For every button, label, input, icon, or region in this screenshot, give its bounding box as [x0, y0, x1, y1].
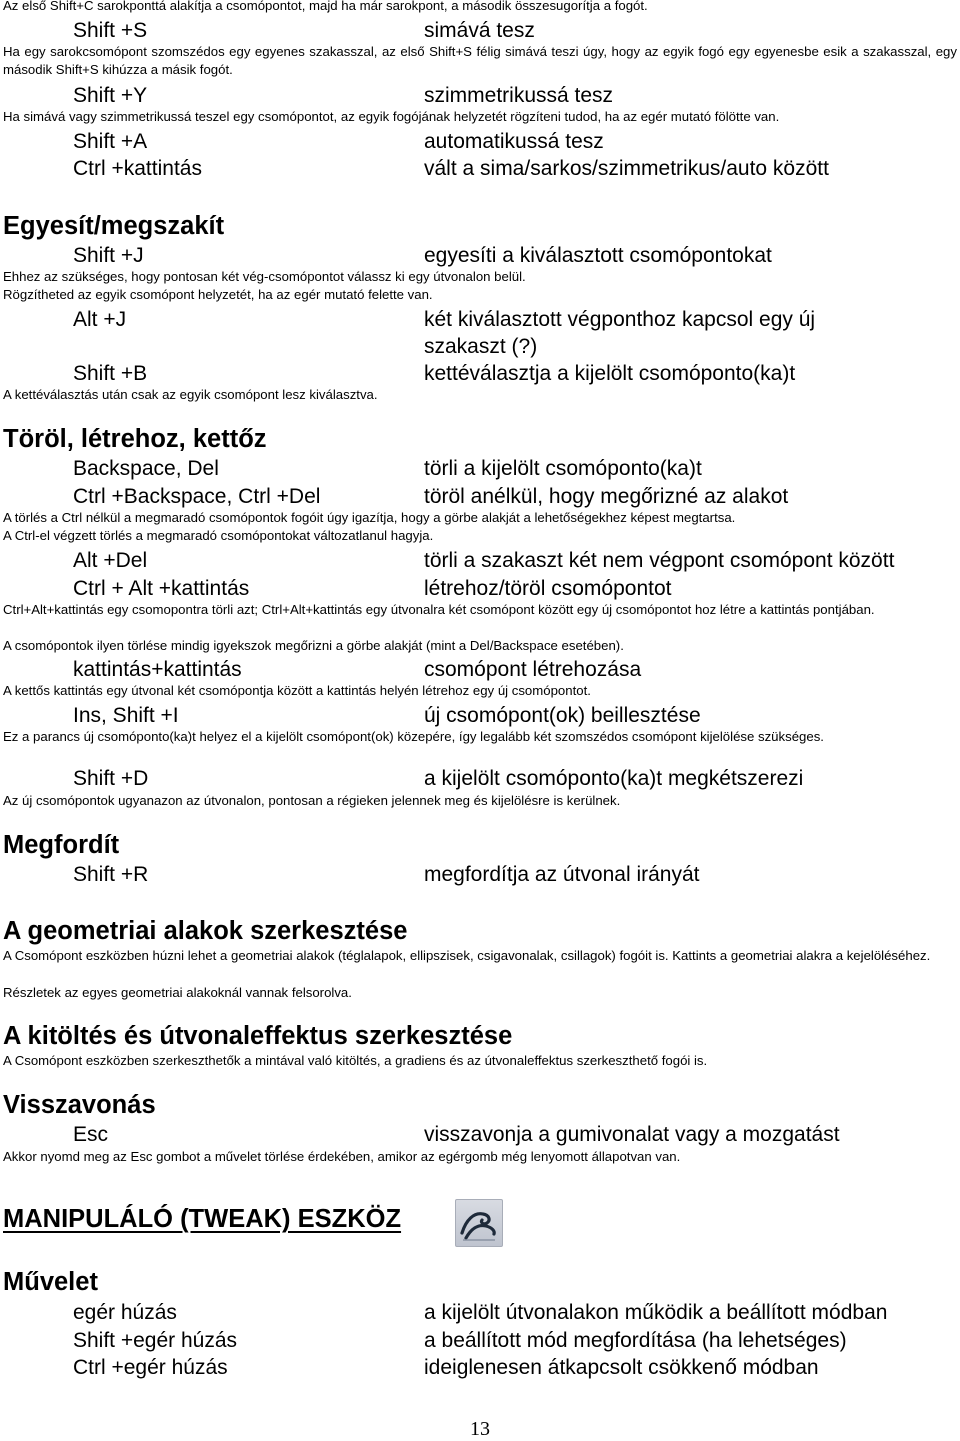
shortcut-key: Shift +egér húzás: [73, 1329, 238, 1352]
shortcut-key: Ctrl + Alt +kattintás: [73, 577, 250, 600]
shortcut-key: Ins, Shift +I: [73, 704, 179, 727]
section-heading: A geometriai alakok szerkesztése: [3, 917, 408, 945]
section-heading: Egyesít/megszakít: [3, 212, 225, 240]
section-heading: Megfordít: [3, 831, 120, 859]
shortcut-description: a kijelölt útvonalakon működik a beállított módban: [424, 1301, 888, 1324]
shortcut-description: vált a sima/sarkos/szimmetrikus/auto között: [424, 157, 829, 180]
shortcut-description: a kijelölt csomóponto(ka)t megkétszerezi: [424, 767, 804, 790]
shortcut-key: Alt +J: [73, 308, 127, 331]
shortcut-key: Shift +S: [73, 19, 148, 42]
shortcut-key: Ctrl +kattintás: [73, 157, 202, 180]
section-heading: Visszavonás: [3, 1091, 156, 1119]
shortcut-key: Shift +J: [73, 244, 144, 267]
paragraph: Ha simává vagy szimmetrikussá teszel egy csomópontot, az egyik fogójának helyzetét rögzíteni tudod, ha az egér mutató fölötte van.: [3, 109, 780, 124]
shortcut-key: Shift +B: [73, 362, 148, 385]
paragraph: A kettős kattintás egy útvonal két csomópontja között a kattintás helyén létrehoz egy új csomópontot.: [3, 683, 591, 698]
shortcut-description: ideiglenesen átkapcsolt csökkenő módban: [424, 1356, 819, 1379]
paragraph: A Csomópont eszközben húzni lehet a geometriai alakok (téglalapok, ellipszisek, csigavonalak, csillagok) fogóit is. Kattints a geometriai alakra a kejelöléséhez.: [3, 948, 931, 963]
shortcut-description: két kiválasztott végponthoz kapcsol egy új szakaszt (?): [424, 308, 816, 358]
paragraph: Ehhez az szükséges, hogy pontosan két vég-csomópontot válassz ki egy útvonalon belül.: [3, 269, 526, 284]
paragraph: Részletek az egyes geometriai alakoknál vannak felsorolva.: [3, 985, 352, 1000]
shortcut-key: Esc: [73, 1123, 109, 1146]
shortcut-key: Shift +Y: [73, 84, 148, 107]
section-heading: Töröl, létrehoz, kettőz: [3, 425, 267, 453]
section-heading: MANIPULÁLÓ (TWEAK) ESZKÖZ: [3, 1205, 402, 1233]
shortcut-key: Ctrl +egér húzás: [73, 1356, 228, 1379]
paragraph: Ez a parancs új csomóponto(ka)t helyez el a kijelölt csomópont(ok) közepére, így legalább két szomszédos csomópont kijelölése szükséges.: [3, 729, 824, 744]
paragraph: Ctrl+Alt+kattintás egy csomopontra törli azt; Ctrl+Alt+kattintás egy útvonalra két csomópont között egy új csomópontot hoz létre a kattintás pontjában.: [3, 602, 875, 617]
page-number: 13: [470, 1418, 490, 1440]
shortcut-description: visszavonja a gumivonalat vagy a mozgatást: [424, 1123, 840, 1146]
paragraph: Rögzítheted az egyik csomópont helyzetét, ha az egér mutató felette van.: [3, 287, 433, 302]
shortcut-description: létrehoz/töröl csomópontot: [424, 577, 672, 600]
shortcut-description: töröl anélkül, hogy megőrizné az alakot: [424, 485, 789, 508]
paragraph: Az új csomópontok ugyanazon az útvonalon, pontosan a régieken jelennek meg és kijelölésre is kerülnek.: [3, 793, 621, 808]
shortcut-description: megfordítja az útvonal irányát: [424, 863, 700, 886]
shortcut-description: a beállított mód megfordítása (ha lehetséges): [424, 1329, 847, 1352]
shortcut-description: törli a szakaszt két nem végpont csomópont között: [424, 549, 895, 572]
shortcut-key: Alt +Del: [73, 549, 148, 572]
shortcut-description: törli a kijelölt csomóponto(ka)t: [424, 457, 702, 480]
shortcut-key: egér húzás: [73, 1301, 177, 1324]
shortcut-description: simává tesz: [424, 19, 535, 42]
paragraph: A kettéválasztás után csak az egyik csomópont lesz kiválasztva.: [3, 387, 378, 402]
shortcut-key: kattintás+kattintás: [73, 658, 242, 681]
shortcut-description: új csomópont(ok) beillesztése: [424, 704, 701, 727]
tweak-tool-icon: [455, 1199, 503, 1247]
shortcut-key: Shift +A: [73, 130, 148, 153]
shortcut-description: kettéválasztja a kijelölt csomóponto(ka)t: [424, 362, 796, 385]
shortcut-description: egyesíti a kiválasztott csomópontokat: [424, 244, 772, 267]
shortcut-key: Ctrl +Backspace, Ctrl +Del: [73, 485, 321, 508]
shortcut-description: csomópont létrehozása: [424, 658, 642, 681]
paragraph: A csomópontok ilyen törlése mindig igyekszok megőrizni a görbe alakját (mint a Del/Backspace esetében).: [3, 638, 624, 653]
paragraph: A törlés a Ctrl nélkül a megmaradó csomópontok fogóit úgy igazítja, hogy a görbe alakját a lehetőségekhez képest megtartsa.: [3, 510, 736, 525]
paragraph: A Ctrl-el végzett törlés a megmaradó csomópontokat változatlanul hagyja.: [3, 528, 434, 543]
paragraph: Akkor nyomd meg az Esc gombot a művelet törlése érdekében, amikor az egérgomb még lenyomott állapotvan van.: [3, 1149, 681, 1164]
shortcut-description: szimmetrikussá tesz: [424, 84, 614, 107]
shortcut-key: Shift +D: [73, 767, 149, 790]
section-heading: A kitöltés és útvonaleffektus szerkesztése: [3, 1022, 513, 1050]
paragraph: A Csomópont eszközben szerkeszthetők a mintával való kitöltés, a gradiens és az útvonaleffektus szerkeszthető fogói is.: [3, 1053, 708, 1068]
shortcut-key: Backspace, Del: [73, 457, 219, 480]
section-heading: Művelet: [3, 1268, 98, 1296]
shortcut-description: automatikussá tesz: [424, 130, 604, 153]
paragraph: Ha egy sarokcsomópont szomszédos egy egyenes szakasszal, az első Shift+S félig simává teszi úgy, hogy az egyik fogó egy egyenesbe esik a szakasszal, egy második Shift+S kihúzza a másik fogót.: [3, 44, 957, 77]
shortcut-key: Shift +R: [73, 863, 149, 886]
paragraph: Az első Shift+C sarokponttá alakítja a csomópontot, majd ha már sarokpont, a második összesugorítja a fogót.: [3, 0, 648, 13]
